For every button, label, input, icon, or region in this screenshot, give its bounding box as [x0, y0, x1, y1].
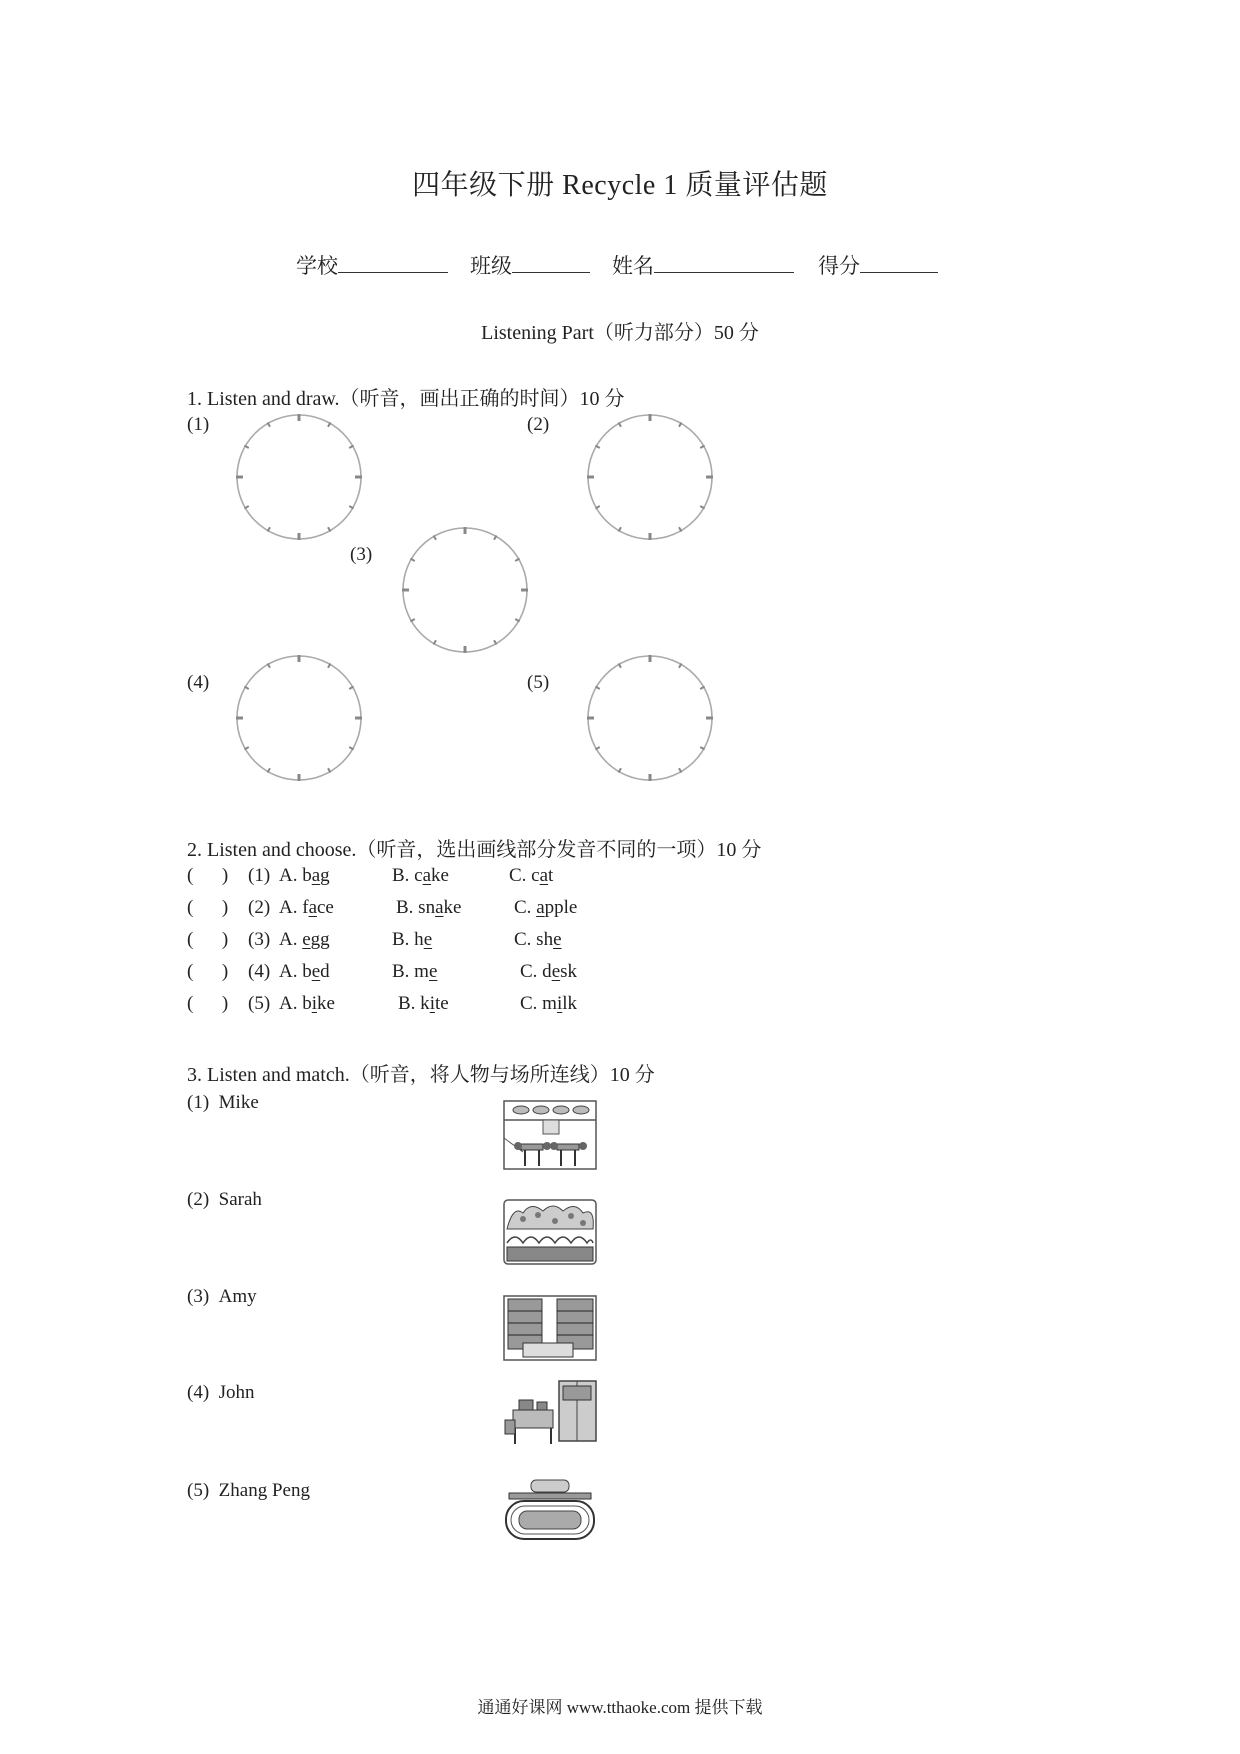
q3-heading: 3. Listen and match.（听音，将人物与场所连线）10 分	[187, 1064, 655, 1086]
footer: 通通好课网 www.tthaoke.com 提供下载	[477, 1698, 763, 1717]
score-label: 得分	[818, 254, 860, 278]
underlined-letter: e	[302, 929, 311, 950]
option-c	[520, 961, 577, 983]
school-blank[interactable]	[338, 252, 448, 273]
person-name: Mike	[218, 1092, 259, 1113]
underlined-letter: e	[551, 961, 561, 982]
person-name: Amy	[218, 1286, 257, 1307]
option-suffix: lk	[562, 993, 578, 1014]
underlined-letter: a	[539, 865, 549, 886]
option-prefix: C. m	[520, 993, 557, 1014]
option-prefix: C. sh	[514, 929, 554, 950]
option-b	[392, 865, 449, 887]
underlined-letter: e	[428, 961, 438, 982]
option-a	[279, 993, 335, 1015]
person-num: (4)	[187, 1382, 210, 1403]
option-prefix: B. m	[392, 961, 429, 982]
option-c	[514, 897, 577, 919]
option-prefix: B. c	[392, 865, 423, 886]
name-blank[interactable]	[654, 252, 794, 273]
garden-picture[interactable]	[503, 1197, 597, 1267]
option-suffix: t	[548, 865, 554, 886]
person-1[interactable]	[187, 1092, 259, 1114]
class-blank[interactable]	[512, 252, 590, 273]
playground-picture[interactable]	[503, 1475, 597, 1545]
person-3[interactable]	[187, 1286, 257, 1308]
q2-item-number: (2)	[248, 897, 271, 918]
score-field[interactable]	[818, 250, 938, 280]
answer-paren-5[interactable]: ( )	[187, 993, 229, 1014]
option-prefix: B. sn	[396, 897, 436, 918]
underlined-letter: e	[423, 929, 433, 950]
option-c	[509, 865, 553, 887]
name-field[interactable]	[612, 250, 794, 280]
person-2[interactable]	[187, 1189, 262, 1211]
option-c	[520, 993, 577, 1015]
underlined-letter: e	[553, 929, 562, 950]
option-suffix: gg	[310, 929, 330, 950]
option-suffix: g	[320, 865, 330, 886]
option-a	[279, 961, 330, 983]
option-suffix: sk	[560, 961, 578, 982]
q2-heading: 2. Listen and choose.（听音，选出画线部分发音不同的一项）10 分	[187, 839, 762, 861]
option-a	[279, 897, 334, 919]
option-c	[514, 929, 562, 951]
option-prefix: A. b	[279, 865, 312, 886]
school-label: 学校	[296, 254, 338, 278]
option-prefix: A. b	[279, 961, 312, 982]
underlined-letter: i	[311, 993, 318, 1014]
option-prefix: C. c	[509, 865, 540, 886]
clock-face-4[interactable]	[234, 653, 364, 783]
clock-3-label: (3)	[350, 544, 373, 565]
answer-paren-1[interactable]: ( )	[187, 865, 229, 886]
clock-face-1[interactable]	[234, 412, 364, 542]
underlined-letter: a	[422, 865, 432, 886]
option-suffix: ke	[317, 993, 335, 1014]
clock-face-5[interactable]	[585, 653, 715, 783]
person-5[interactable]	[187, 1480, 310, 1502]
q1-heading: 1. Listen and draw.（听音，画出正确的时间）10 分	[187, 388, 625, 410]
option-b	[392, 929, 432, 951]
person-name: Zhang Peng	[218, 1480, 310, 1501]
option-prefix: C.	[514, 897, 537, 918]
option-prefix: A.	[279, 929, 303, 950]
option-suffix: pple	[544, 897, 578, 918]
clock-rim	[403, 528, 527, 652]
teachers-office-picture[interactable]	[503, 1378, 597, 1448]
clock-2-label: (2)	[527, 414, 550, 435]
clock-rim	[237, 415, 361, 539]
underlined-letter: a	[536, 897, 545, 918]
underlined-letter: i	[429, 993, 435, 1014]
library-picture[interactable]	[503, 1293, 597, 1363]
class-field[interactable]	[470, 250, 590, 280]
page-title: 四年级下册 Recycle 1 质量评估题	[412, 170, 828, 201]
score-blank[interactable]	[860, 252, 938, 273]
canteen-picture[interactable]	[503, 1100, 597, 1170]
person-num: (3)	[187, 1286, 210, 1307]
option-suffix: d	[320, 961, 330, 982]
underlined-letter: a	[311, 865, 321, 886]
clock-face-3[interactable]	[400, 525, 530, 655]
option-suffix: ce	[317, 897, 334, 918]
option-suffix: ke	[443, 897, 462, 918]
underlined-letter: a	[308, 897, 317, 918]
underlined-letter: e	[311, 961, 321, 982]
option-b	[396, 897, 461, 919]
clock-5-label: (5)	[527, 672, 550, 693]
underlined-letter: i	[556, 993, 563, 1014]
clock-rim	[237, 656, 361, 780]
person-name: Sarah	[218, 1189, 262, 1210]
person-num: (1)	[187, 1092, 210, 1113]
q2-item-number: (3)	[248, 929, 271, 950]
class-label: 班级	[470, 254, 512, 278]
underlined-letter: a	[435, 897, 444, 918]
option-a	[279, 929, 330, 951]
person-num: (5)	[187, 1480, 210, 1501]
option-suffix: te	[434, 993, 449, 1014]
answer-paren-2[interactable]: ( )	[187, 897, 229, 918]
answer-paren-4[interactable]: ( )	[187, 961, 229, 982]
option-a	[279, 865, 330, 887]
option-prefix: A. b	[279, 993, 312, 1014]
q2-item-number: (4)	[248, 961, 271, 982]
option-prefix: B. k	[398, 993, 430, 1014]
name-label: 姓名	[612, 254, 654, 278]
q2-item-number: (5)	[248, 993, 271, 1014]
person-name: John	[218, 1382, 255, 1403]
option-b	[398, 993, 449, 1015]
clock-1-label: (1)	[187, 414, 210, 435]
person-4[interactable]	[187, 1382, 255, 1404]
option-prefix: B. h	[392, 929, 424, 950]
option-prefix: A. f	[279, 897, 309, 918]
q2-item-number: (1)	[248, 865, 271, 886]
section-title: Listening Part（听力部分）50 分	[481, 322, 759, 344]
option-prefix: C. d	[520, 961, 552, 982]
person-num: (2)	[187, 1189, 210, 1210]
option-b	[392, 961, 437, 983]
answer-paren-3[interactable]: ( )	[187, 929, 229, 950]
clock-face-2[interactable]	[585, 412, 715, 542]
option-suffix: ke	[431, 865, 449, 886]
clock-4-label: (4)	[187, 672, 210, 693]
clock-rim	[588, 656, 712, 780]
school-field[interactable]	[296, 250, 448, 280]
clock-rim	[588, 415, 712, 539]
